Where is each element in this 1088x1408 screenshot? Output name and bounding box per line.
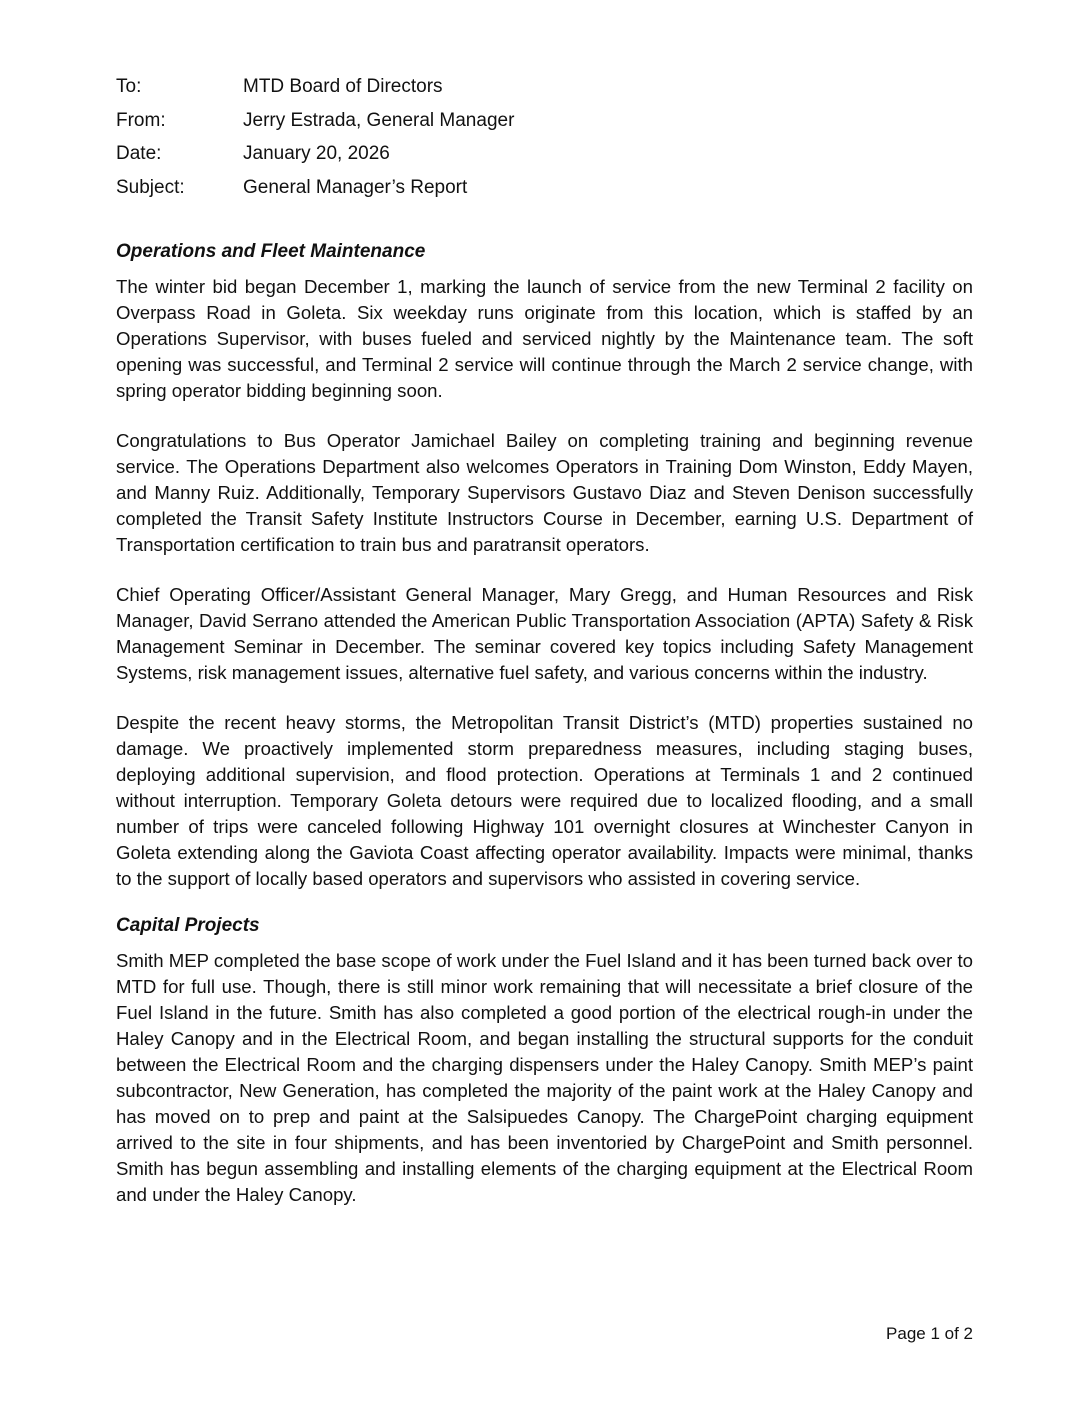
- memo-to-row: [116, 70, 973, 104]
- memo-header: [116, 70, 973, 204]
- memo-date-label: Date:: [116, 143, 162, 164]
- operations-paragraph-4: Despite the recent heavy storms, the Metropolitan Transit District’s (MTD) properties sustained no damage. We proactively implemented storm preparedness measures, including staging buses, deploying additional supervision, and flood protection. Operations at Terminals 1 and 2 continued without interruption. Temporary Goleta detours were required due to localized flooding, and a small number of trips were canceled following Highway 101 overnight closures at Winchester Canyon in Goleta extending along the Gaviota Coast affecting operator availability. Impacts were minimal, thanks to the support of locally based operators and supervisors who assisted in covering service.: [116, 712, 973, 889]
- memo-to-label: To:: [116, 76, 142, 97]
- operations-paragraph-3: Chief Operating Officer/Assistant General Manager, Mary Gregg, and Human Resources and Risk Manager, David Serrano attended the American Public Transportation Association (APTA) Safety & Risk Management Seminar in December. The seminar covered key topics including Safety Management Systems, risk management issues, alternative fuel safety, and various concerns within the industry.: [116, 584, 973, 683]
- memo-subject-label: Subject:: [116, 176, 185, 198]
- capital-paragraph-1: Smith MEP completed the base scope of work under the Fuel Island and it has been turned back over to MTD for full use. Though, there is still minor work remaining that will necessitate a brief closure of the Fuel Island in the future. Smith has also completed a good portion of the electrical rough-in under the Haley Canopy and in the Electrical Room, and began installing the structural supports for the conduit between the Electrical Room and the charging dispensers under the Haley Canopy. Smith MEP’s paint subcontractor, New Generation, has completed the majority of the paint work at the Haley Canopy and has moved on to prep and paint at the Salsipuedes Canopy. The ChargePoint charging equipment arrived to the site in four shipments, and has been inventoried by ChargePoint and Smith personnel. Smith has begun assembling and installing elements of the charging equipment at the Electrical Room and under the Haley Canopy.: [116, 950, 973, 1205]
- memo-from-value: Jerry Estrada, General Manager: [243, 109, 515, 131]
- memo-to-value: MTD Board of Directors: [243, 76, 443, 97]
- memo-subject-value: General Manager’s Report: [243, 176, 468, 198]
- page-number: Page 1 of 2: [886, 1324, 973, 1343]
- memo-date-row: [116, 137, 973, 171]
- memo-from-label: From:: [116, 109, 166, 131]
- operations-paragraph-1: The winter bid began December 1, marking the launch of service from the new Terminal 2 facility on Overpass Road in Goleta. Six weekday runs originate from this location, which is staffed by an Operations Supervisor, with buses fueled and serviced nightly by the Maintenance team. The soft opening was successful, and Terminal 2 service will continue through the March 2 service change, with spring operator bidding beginning soon.: [116, 276, 973, 401]
- memo-from-row: [116, 104, 973, 138]
- memo-page: [116, 70, 973, 1208]
- memo-date-value: January 20, 2026: [243, 143, 390, 164]
- memo-subject-row: [116, 171, 973, 205]
- operations-paragraph-2: Congratulations to Bus Operator Jamichael Bailey on completing training and beginning revenue service. The Operations Department also welcomes Operators in Training Dom Winston, Eddy Mayen, and Manny Ruiz. Additionally, Temporary Supervisors Gustavo Diaz and Steven Denison successfully completed the Transit Safety Institute Instructors Course in December, earning U.S. Department of Transportation certification to train bus and paratransit operators.: [116, 430, 973, 555]
- section-heading-capital-projects: Capital Projects: [116, 915, 260, 936]
- section-heading-operations: Operations and Fleet Maintenance: [116, 241, 426, 262]
